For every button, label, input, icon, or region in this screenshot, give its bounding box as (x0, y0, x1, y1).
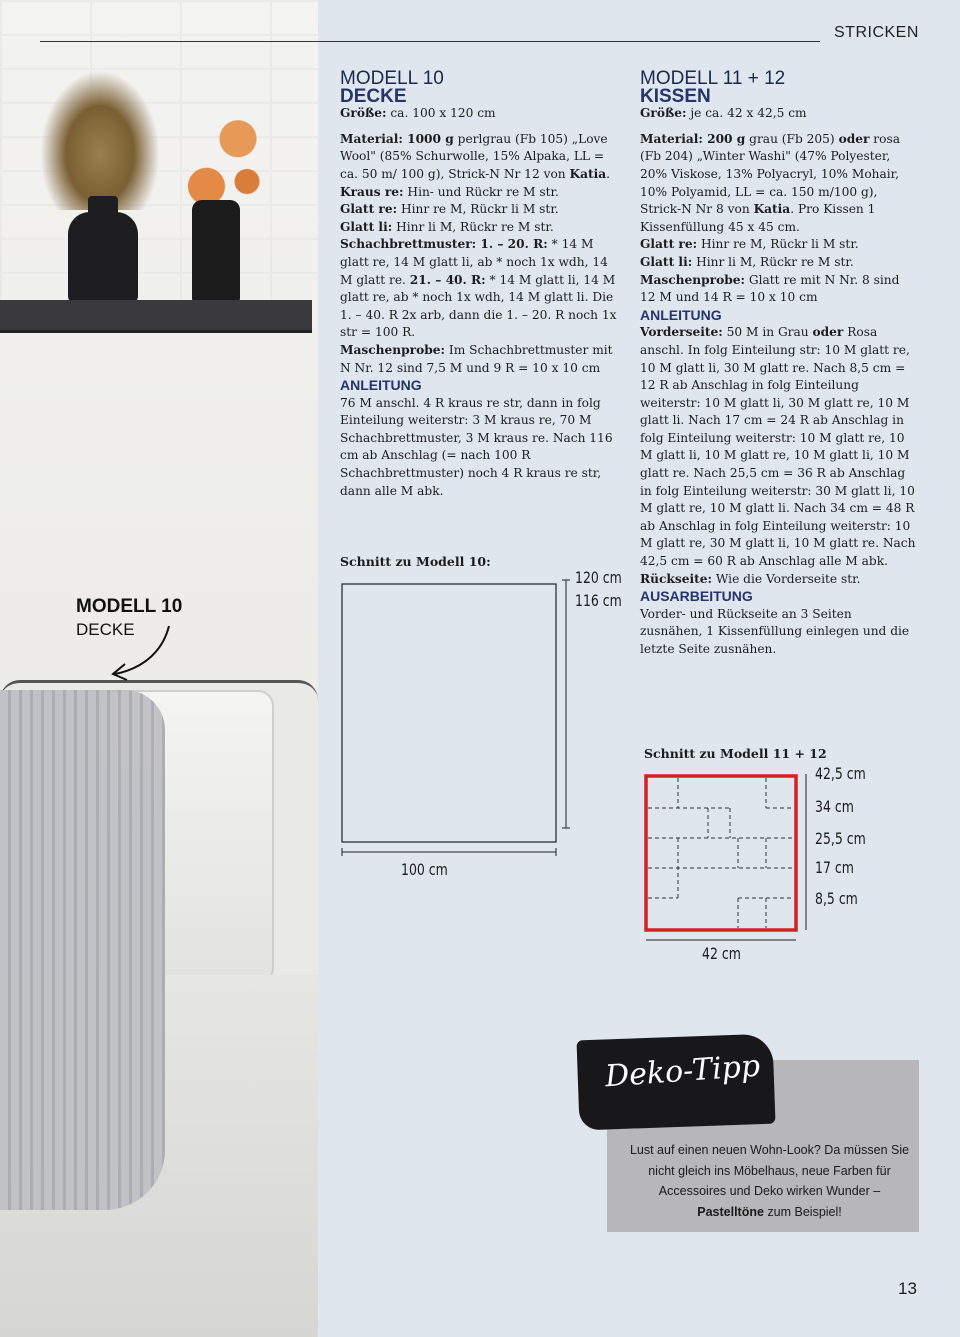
vorder-line: Vorderseite: 50 M in Grau oder Rosa anschl. In folg Einteilung str: 10 M glatt re, 10 M glatt li, 30 M glatt re. Nach 8,5 cm = 12 R ab Anschlag in folg Einteilung weiterstr: 10 M glatt li, 30 M glatt re, 10 M glatt li. Nach 17 cm = 24 R ab Anschlag in folg Einteilung weiterstr: 10 M glatt re, 10 M glatt li, 10 M glatt re, 10 M glatt li, 10 M glatt re. Nach 25,5 cm = 36 R ab Anschlag in folg Einteilung weiterstr: 30 M glatt li, 10 M glatt re, 10 M glatt li. Nach 34 cm = 48 R ab Anschlag in folg Einteilung weiterstr: 10 M glatt re, 30 M glatt li, 10 M glatt re. Nach 42,5 cm = 60 R ab Anschlag alle M abk. (640, 325, 916, 569)
glatt-li-line: Glatt li: Hinr li M, Rückr re M str. (340, 219, 554, 234)
schach-line: Schachbrettmuster: 1. – 20. R: * 14 M glatt re, 14 M glatt li, ab * noch 1x wdh, 14 M glatt re. 21. – 40. R: * 14 M glatt li, 14 M glatt re, ab * noch 1x wdh, 14 M glatt li. Die 1. – 40. R 2x arb, dann die 1. – 20. R noch 1x str = 100 R. (340, 237, 617, 340)
diagram-title-11-12: Schnitt zu Modell 11 + 12 (644, 746, 827, 761)
wall-shelf (0, 300, 312, 333)
orange-flower (184, 115, 274, 210)
rueck-line: Rückseite: Wie die Vorderseite str. (640, 571, 861, 586)
model-number: MODELL 11 + 12 (640, 68, 786, 89)
size-line: Größe: ca. 100 x 120 cm (340, 106, 496, 121)
curved-arrow-icon (105, 620, 175, 682)
dim-34: 34 cm (815, 797, 854, 816)
material-line: Material: 200 g grau (Fb 205) oder rosa (Fb 204) „Winter Washi" (47% Polyester, 20% Viskose, 13% Polyacryl, 10% Mohair, 10% Polyamid, LL = ca. 150 m/100 g), Strick-N Nr 8 von Katia. Pro Kissen 1 Kissenfüllung 45 x 45 cm. (640, 131, 900, 234)
page-number: 13 (898, 1279, 917, 1298)
tall-vase (192, 200, 240, 304)
knitted-blanket (0, 690, 165, 1210)
anleitung-text: 76 M anschl. 4 R kraus re str, dann in folg Einteilung weiterstr: 3 M kraus re, 70 M Schachbrettmuster, 3 M kraus re. Nach 116 cm ab Anschlag (= nach 100 R Schachbrettmuster) noch 4 R kraus re str, dann alle M abk. (340, 395, 613, 498)
dim-17: 17 cm (815, 858, 854, 877)
diagram-title-10: Schnitt zu Modell 10: (340, 554, 491, 569)
dim-42-5: 42,5 cm (815, 764, 866, 783)
blanket-schematic (338, 578, 578, 858)
room-photo (0, 0, 318, 1337)
dim-120: 120 cm (575, 568, 622, 587)
size-line: Größe: je ca. 42 x 42,5 cm (640, 106, 807, 121)
glatt-re-line: Glatt re: Hinr re M, Rückr li M str. (640, 237, 859, 252)
photo-label-model: MODELL 10 (76, 596, 183, 617)
glatt-li-line: Glatt li: Hinr li M, Rückr re M str. (640, 254, 854, 269)
kraus-line: Kraus re: Hin- und Rückr re M str. (340, 184, 559, 199)
probe-line: Maschenprobe: Im Schachbrettmuster mit N Nr. 12 sind 7,5 M und 9 R = 10 x 10 cm (340, 342, 613, 375)
dim-25-5: 25,5 cm (815, 829, 866, 848)
photo-label-name: DECKE (76, 620, 135, 639)
model-number: MODELL 10 (340, 68, 444, 89)
tip-title: Deko-Tipp (603, 1048, 762, 1095)
ausarbeitung-text: Vorder- und Rückseite an 3 Seiten zusnähen, 1 Kissenfüllung einlegen und die letzte Seite zusnähen. (640, 606, 910, 656)
dim-42: 42 cm (702, 944, 741, 963)
anleitung-heading: ANLEITUNG (340, 377, 422, 394)
pillow-schematic (640, 768, 820, 943)
section-label: STRICKEN (834, 24, 919, 41)
glatt-re-line: Glatt re: Hinr re M, Rückr li M str. (340, 202, 559, 217)
probe-line: Maschenprobe: Glatt re mit N Nr. 8 sind 12 M und 14 R = 10 x 10 cm (640, 272, 900, 305)
model-title: DECKE (340, 85, 407, 107)
top-rule (40, 41, 820, 42)
ausarbeitung-heading: AUSARBEITUNG (640, 588, 753, 605)
material-line: Material: 1000 g perlgrau (Fb 105) „Love Wool" (85% Schurwolle, 15% Alpaka, LL = ca. 50 m/ 100 g), Strick-N Nr 12 von Katia. (340, 131, 611, 181)
dim-100: 100 cm (401, 860, 448, 879)
dim-8-5: 8,5 cm (815, 889, 858, 908)
dried-plant (40, 70, 160, 210)
dim-116: 116 cm (575, 591, 622, 610)
column-model-11-12 (640, 70, 916, 659)
black-vase (68, 212, 138, 304)
column-model-10 (340, 70, 618, 500)
tip-text: Lust auf einen neuen Wohn-Look? Da müssen Sie nicht gleich ins Möbelhaus, neue Farben für Accessoires und Deko wirken Wunder – Pastelltöne zum Beispiel! (629, 1143, 910, 1219)
model-title: KISSEN (640, 85, 711, 107)
anleitung-heading: ANLEITUNG (640, 306, 722, 323)
